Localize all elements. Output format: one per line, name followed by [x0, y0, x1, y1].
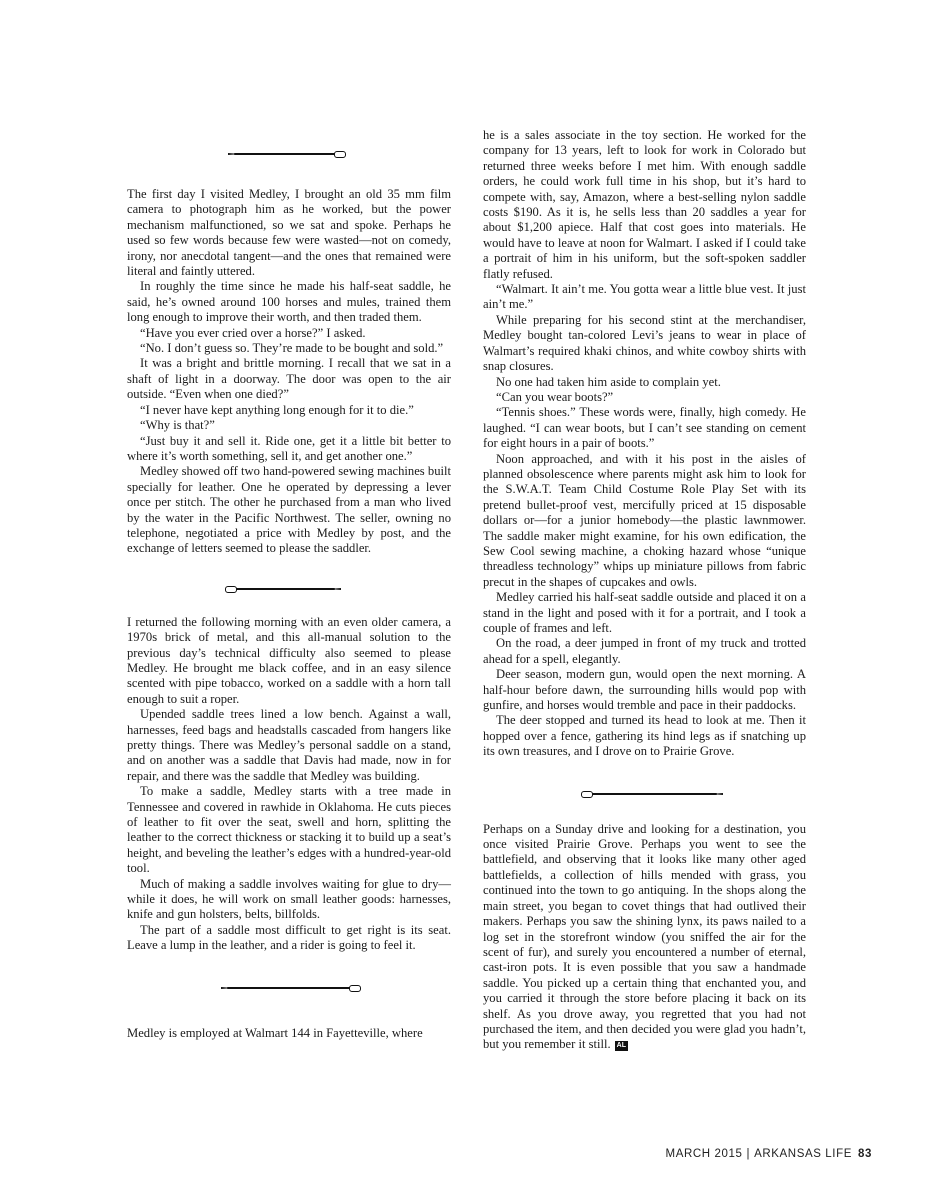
footer-separator: | — [746, 1148, 751, 1160]
paragraph: In roughly the time since he made his half-seat saddle, he said, he’s owned around 100 horses and mules, trained them long enough to improve their worth, and then traded them. — [127, 279, 451, 325]
paragraph-text: Perhaps on a Sunday drive and looking for a destination, you once visited Prairie Grove. Perhaps you went to see the battlefield, and observing that it looks like many other aged battlefields, a collection of hills mended with grass, you continued into the town to go antiquing. In the shops along the main street, you began to covet things that had outlived their makers. Perhaps you saw the shining lynx, its paws nailed to a log set in the storefront window (you sniffed the air for the scent of fur), and surely you encountered a number of eternal, cast-iron pots. It is even possible that you saw a handmade saddle. You picked up a certain thing that enchanted you, and you carried it through the store before placing it back on its shelf. As you drove away, you regretted that you had not purchased the item, and then decided you were glad you hadn’t, but you remember it still. — [483, 821, 806, 1052]
page-footer — [666, 1148, 872, 1160]
paragraph: Medley is employed at Walmart 144 in Fayetteville, where — [127, 1025, 423, 1040]
paragraph: I returned the following morning with an even older camera, a 1970s brick of metal, and this all-manual solution to the previous day’s technical difficulty also seemed to please Medley. He brought me black coffee, and in an easy silence scented with pipe tobacco, worked on a saddle with a horn tall enough to suit a roper. — [127, 614, 451, 706]
issue-date: MARCH 2015 — [665, 1148, 743, 1160]
magazine-name: ARKANSAS LIFE — [754, 1148, 852, 1160]
paragraph: “Tennis shoes.” These words were, finally, high comedy. He laughed. “I can wear boots, but I can’t see standing on cement for eight hours in a pair of boots.” — [483, 405, 806, 451]
paragraph: “Have you ever cried over a horse?” I asked. — [140, 325, 366, 340]
paragraph — [483, 822, 806, 1053]
section-1 — [127, 187, 451, 557]
paragraph: Upended saddle trees lined a low bench. Against a wall, harnesses, feed bags and headstalls cascaded from hangers like pretty things. There was Medley’s personal saddle on a stand, and on another was a saddle that Davis had made, now in for repair, and there was the saddle that Medley was building. — [127, 707, 451, 783]
paragraph: he is a sales associate in the toy section. He worked for the company for 13 years, left to look for work in Colorado but returned three weeks before I met him. With enough saddle orders, he could work full time in his shop, but it’s hard to compete with, say, Amazon, where a best-selling nylon saddle costs $190. As it is, he sells less than 20 saddles a year for about $1,200 apiece. Half that cost goes into materials. He would have to leave at noon for Walmart. I asked if I could take a portrait of him in his uniform, but the soft-spoken saddler flatly refused. — [483, 128, 806, 281]
paragraph: It was a bright and brittle morning. I recall that we sat in a shaft of light in a doorway. The door was open to the air outside. “Even when one died?” — [127, 356, 451, 402]
paragraph: “Just buy it and sell it. Ride one, get it a little bit better to where it’s worth something, sell it, and get another one.” — [127, 433, 451, 463]
paragraph: Noon approached, and with it his post in the aisles of planned obsolescence where parents might ask him to look for the S.W.A.T. Team Child Costume Role Play Set with its pretend bullet-proof vest, mercifully priced at 15 disposable dollars or—for a junior homebody—the plastic lawnmower. The saddle maker might examine, for his own edification, the Sew Cool sewing machine, a choking hazard whose “unique threadless technology” whips up miniature pillows from fabric precut in the shapes of cupcakes and owls. — [483, 451, 806, 589]
needle-divider-icon — [227, 583, 335, 595]
paragraph: On the road, a deer jumped in front of my truck and trotted ahead for a spell, elegantly. — [483, 636, 806, 666]
paragraph: “Can you wear boots?” — [496, 389, 614, 404]
needle-divider-icon — [234, 148, 344, 160]
section-3-continued — [483, 128, 806, 760]
section-2 — [127, 615, 451, 954]
paragraph: “No. I don’t guess so. They’re made to be bought and sold.” — [140, 341, 444, 356]
paragraph: “Why is that?” — [140, 418, 215, 433]
left-column — [127, 128, 451, 1041]
paragraph: The part of a saddle most difficult to get right is its seat. Leave a lump in the leather, and a rider is going to feel it. — [127, 922, 451, 953]
paragraph: To make a saddle, Medley starts with a tree made in Tennessee and covered in rawhide in Oklahoma. He cuts pieces of leather to fit over the seat, swell and horn, splitting the leather to the correct thickness or stacking it to build up a seat’s height, and beveling the leather’s edges with a hundred-year-old tool. — [127, 784, 451, 876]
paragraph: The deer stopped and turned its head to look at me. Then it hopped over a fence, gathering its hind legs as if snatching up its own treasures, and I drove on to Prairie Grove. — [483, 713, 806, 759]
right-column — [483, 128, 806, 1053]
needle-divider-icon — [227, 982, 359, 994]
paragraph: “I never have kept anything long enough for it to die.” — [140, 402, 414, 417]
paragraph: No one had taken him aside to complain yet. — [496, 374, 721, 389]
paragraph: The first day I visited Medley, I brought an old 35 mm film camera to photograph him as he worked, but the power mechanism malfunctioned, so we sat and spoke. Perhaps he used so few words because few were wasted—not on comedy, irony, nor anecdotal tangent—and the ones that remained were literal and faintly uttered. — [127, 187, 451, 279]
needle-divider-icon — [583, 788, 717, 800]
page-number: 83 — [858, 1148, 872, 1160]
section-3 — [127, 1026, 451, 1041]
paragraph: Much of making a saddle involves waiting for glue to dry—while it does, he will work on small leather goods: harnesses, knife and gun holsters, belts, billfolds. — [127, 876, 451, 922]
paragraph: While preparing for his second stint at the merchandiser, Medley bought tan-colored Levi’s jeans to wear in place of Walmart’s required khaki chinos, and white cowboy shirts with snap closures. — [483, 312, 806, 374]
paragraph: “Walmart. It ain’t me. You gotta wear a little blue vest. It just ain’t me.” — [483, 282, 806, 312]
end-mark-icon: AL — [616, 1042, 627, 1050]
paragraph: Medley carried his half-seat saddle outside and placed it on a stand in the light and posed with it for a portrait, and I took a couple of frames and left. — [483, 590, 806, 635]
paragraph: Medley showed off two hand-powered sewing machines built specially for leather. One he operated by depressing a lever once per stitch. The other he purchased from a man who lived by the water in the Pacific Northwest. The seller, owning no telephone, negotiated a price with Medley by post, and the exchange of letters seemed to please the saddler. — [127, 464, 451, 556]
section-4 — [483, 822, 806, 1053]
paragraph: Deer season, modern gun, would open the next morning. A half-hour before dawn, the surrounding hills would pop with gunfire, and horses would tremble and pace in their paddocks. — [483, 667, 806, 713]
